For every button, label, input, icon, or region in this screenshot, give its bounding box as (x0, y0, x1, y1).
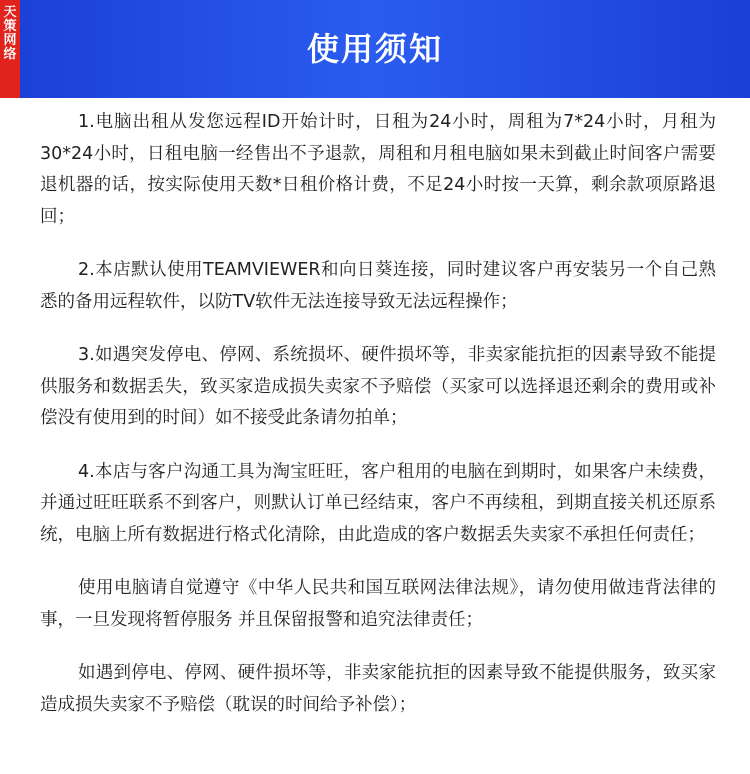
notice-content (40, 104, 716, 721)
notice-paragraph-3: 3.如遇突发停电、停网、系统损坏、硬件损坏等，非卖家能抗拒的因素导致不能提供服务和数据丢失，致买家造成损失卖家不予赔偿（买家可以选择退还剩余的费用或补偿没有使用到的时间）如不接受此条请勿拍单； (40, 345, 716, 428)
notice-paragraph-5: 使用电脑请自觉遵守《中华人民共和国互联网法律法规》，请勿使用做违背法律的事，一旦发现将暂停服务 并且保留报警和追究法律责任； (40, 578, 716, 630)
notice-paragraph-6: 如遇到停电、停网、硬件损坏等，非卖家能抗拒的因素导致不能提供服务，致买家造成损失卖家不予赔偿（耽误的时间给予补偿）； (40, 663, 716, 715)
notice-paragraph-2: 2.本店默认使用TEAMVIEWER和向日葵连接，同时建议客户再安装另一个自己熟悉的备用远程软件，以防TV软件无法连接导致无法远程操作； (40, 260, 716, 312)
notice-paragraph-1: 1.电脑出租从发您远程ID开始计时，日租为24小时，周租为7*24小时，月租为30*24小时，日租电脑一经售出不予退款，周租和月租电脑如果未到截止时间客户需要退机器的话，按实际使用天数*日租价格计费，不足24小时按一天算，剩余款项原路退回； (40, 112, 716, 227)
brand-tag: 天策网络 (0, 0, 20, 98)
header-banner (0, 0, 750, 98)
page-title: 使用须知 (306, 30, 443, 68)
notice-paragraph-4: 4.本店与客户沟通工具为淘宝旺旺，客户租用的电脑在到期时，如果客户未续费，并通过旺旺联系不到客户，则默认订单已经结束，客户不再续租，到期直接关机还原系统，电脑上所有数据进行格式化清除，由此造成的客户数据丢失卖家不承担任何责任； (40, 461, 716, 545)
